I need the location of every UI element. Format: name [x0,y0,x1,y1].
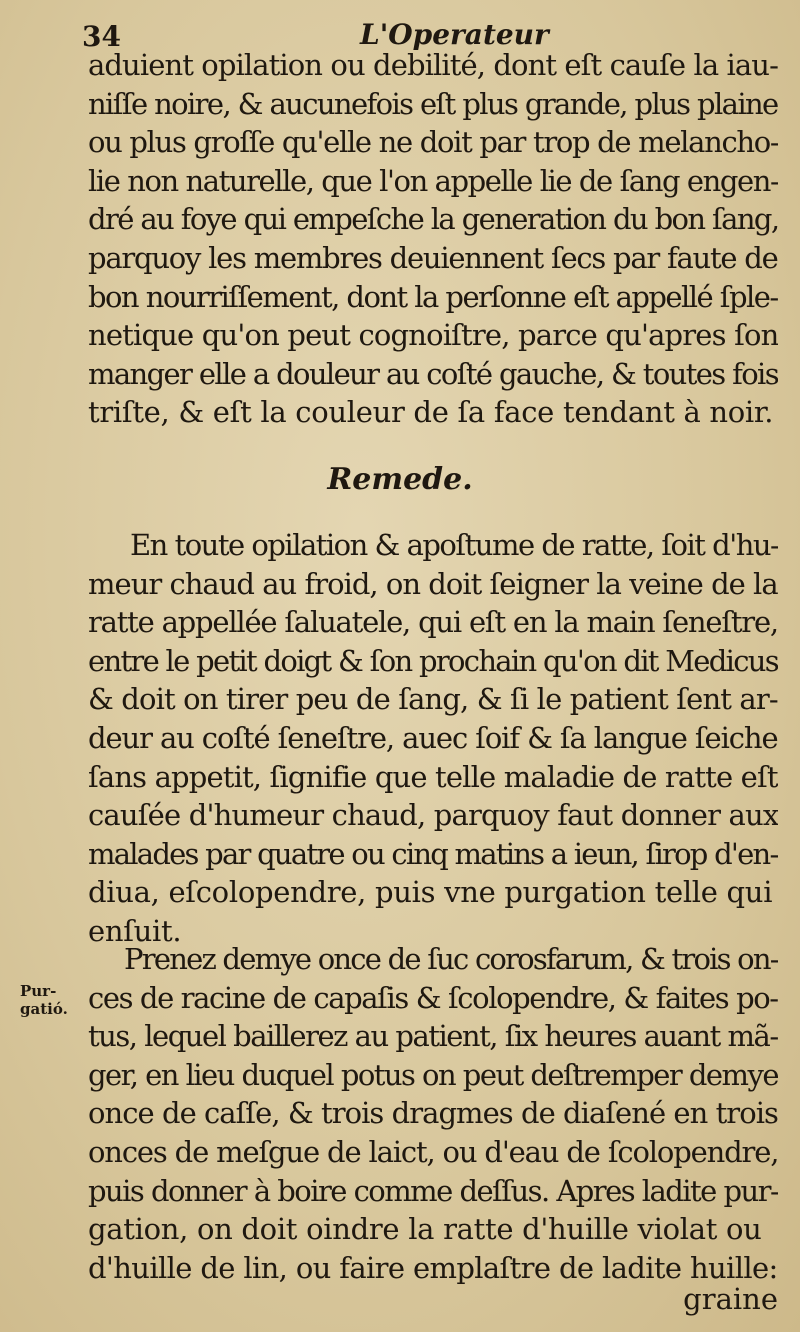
text-line: malades par quatre ou cinq matins a ieun, ſirop d'en- [88,836,778,871]
text-line: tus, lequel baillerez au patient, ſix heures auant mã- [88,1019,778,1054]
text-line: once de caſſe, & trois dragmes de diaſené en trois [88,1096,778,1131]
text-line: enſuit. [88,913,182,948]
text-line: aduient opilation ou debilité, dont eſt cauſe la iau- [88,48,778,82]
text-line: niſſe noire, & aucunefois eſt plus grande, plus plaine [88,86,778,121]
text-line: cauſée d'humeur chaud, parquoy faut donner aux [88,798,778,833]
paragraph-3 [88,940,778,1287]
text-line: puis donner à boire comme deſſus. Apres ladite pur- [88,1173,778,1208]
paragraph-1 [88,46,778,432]
text-line: triſte, & eſt la couleur de ſa face tendant à noir. [88,395,774,430]
text-line: dré au foye qui empeſche la generation du bon ſang, [88,202,778,237]
section-heading: Remede. [327,462,473,497]
text-line: entre le petit doigt & ſon prochain qu'on dit Medicus [88,643,778,678]
text-line: ces de racine de capaſis & ſcolopendre, & faites po- [88,980,778,1015]
text-line: ou plus groſſe qu'elle ne doit par trop de melancho- [88,125,778,160]
paragraph-2 [88,526,778,951]
margin-note [20,982,82,1018]
text-line: ger, en lieu duquel potus on peut deſtremper demye [88,1057,778,1092]
text-line: parquoy les membres deuiennent ſecs par faute de [88,240,778,275]
text-line: meur chaud au froid, on doit ſeigner la veine de la [88,566,778,601]
text-line: deur au coſté ſeneſtre, auec ſoif & ſa langue ſeiche [88,720,778,755]
text-line: ſans appetit, ſignifie que telle maladie de ratte eſt [88,759,778,794]
text-line: d'huille de lin, ou faire emplaſtre de ladite huille: [88,1250,778,1285]
text-line: bon nourriſſement, dont la perſonne eſt appellé ſple- [88,279,778,314]
page-number: 34 [82,20,121,53]
text-line: diua, eſcolopendre, puis vne purgation telle qui [88,875,773,910]
text-line: netique qu'on peut cognoiſtre, parce qu'apres ſon [88,318,778,353]
running-head: L'Operateur [360,18,549,51]
text-line: Prenez demye once de ſuc corosfarum, & trois on- [124,942,778,976]
margin-note-text: Pur- gatió. [20,982,68,1018]
text-line: gation, on doit oindre la ratte d'huille violat ou [88,1212,762,1247]
catchword: graine [683,1282,778,1316]
text-line: onces de meſgue de laict, ou d'eau de ſcolopendre, [88,1134,778,1169]
text-line: ratte appellée ſaluatele, qui eſt en la main ſeneſtre, [88,605,778,640]
text-line: manger elle a douleur au coſté gauche, & toutes fois [88,356,778,391]
text-line: lie non naturelle, que l'on appelle lie de ſang engen- [88,163,778,198]
text-line: En toute opilation & apoſtume de ratte, ſoit d'hu- [130,528,778,562]
text-line: & doit on tirer peu de ſang, & ſi le patient ſent ar- [88,682,778,717]
